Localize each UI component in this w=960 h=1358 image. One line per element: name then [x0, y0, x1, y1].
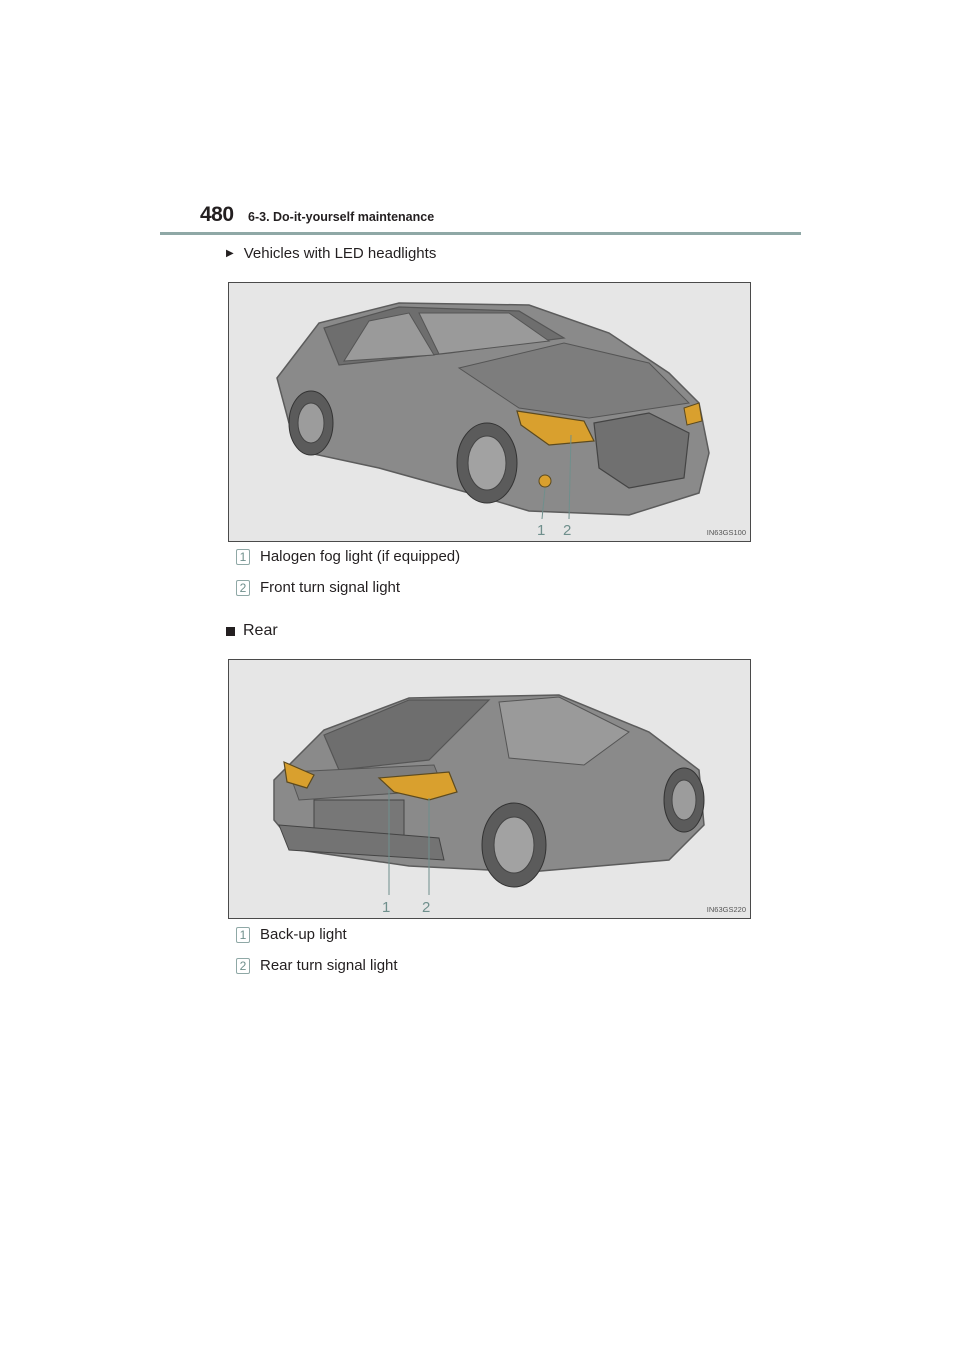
- rear-car-illustration: [228, 659, 751, 919]
- rear-heading: [226, 622, 278, 640]
- front-legend-number-2: 2: [236, 580, 250, 596]
- front-legend-text-1: Halogen fog light (if equipped): [260, 548, 461, 565]
- front-sub-heading-text: Vehicles with LED headlights: [243, 245, 437, 262]
- front-legend-item-1: [236, 548, 460, 565]
- rear-callout-2: 2: [422, 899, 431, 916]
- square-bullet-icon: [226, 627, 235, 636]
- rear-heading-text: Rear: [243, 622, 278, 639]
- front-car-illustration: [228, 282, 751, 542]
- triangle-arrow-icon: ▶: [226, 248, 234, 259]
- front-callout-2: 2: [563, 522, 572, 539]
- rear-legend-item-1: [236, 926, 347, 943]
- header-divider: [160, 232, 801, 235]
- front-callout-1: 1: [537, 522, 546, 539]
- rear-legend-text-2: Rear turn signal light: [260, 957, 398, 974]
- front-sub-heading: [226, 245, 436, 262]
- rear-legend-text-1: Back-up light: [260, 926, 347, 943]
- front-car-svg: [229, 283, 750, 541]
- front-legend-number-1: 1: [236, 549, 250, 565]
- section-title: 6-3. Do-it-yourself maintenance: [248, 210, 435, 224]
- front-figure-code: IN63GS100: [706, 528, 746, 537]
- front-legend-text-2: Front turn signal light: [260, 579, 401, 596]
- rear-legend-number-1: 1: [236, 927, 250, 943]
- rear-callout-1: 1: [382, 899, 391, 916]
- rear-legend-item-2: [236, 957, 398, 974]
- rear-car-svg: [229, 660, 750, 918]
- front-legend-item-2: [236, 579, 400, 596]
- page-number: 480: [200, 203, 234, 226]
- rear-legend-number-2: 2: [236, 958, 250, 974]
- rear-figure-code: IN63GS220: [706, 905, 746, 914]
